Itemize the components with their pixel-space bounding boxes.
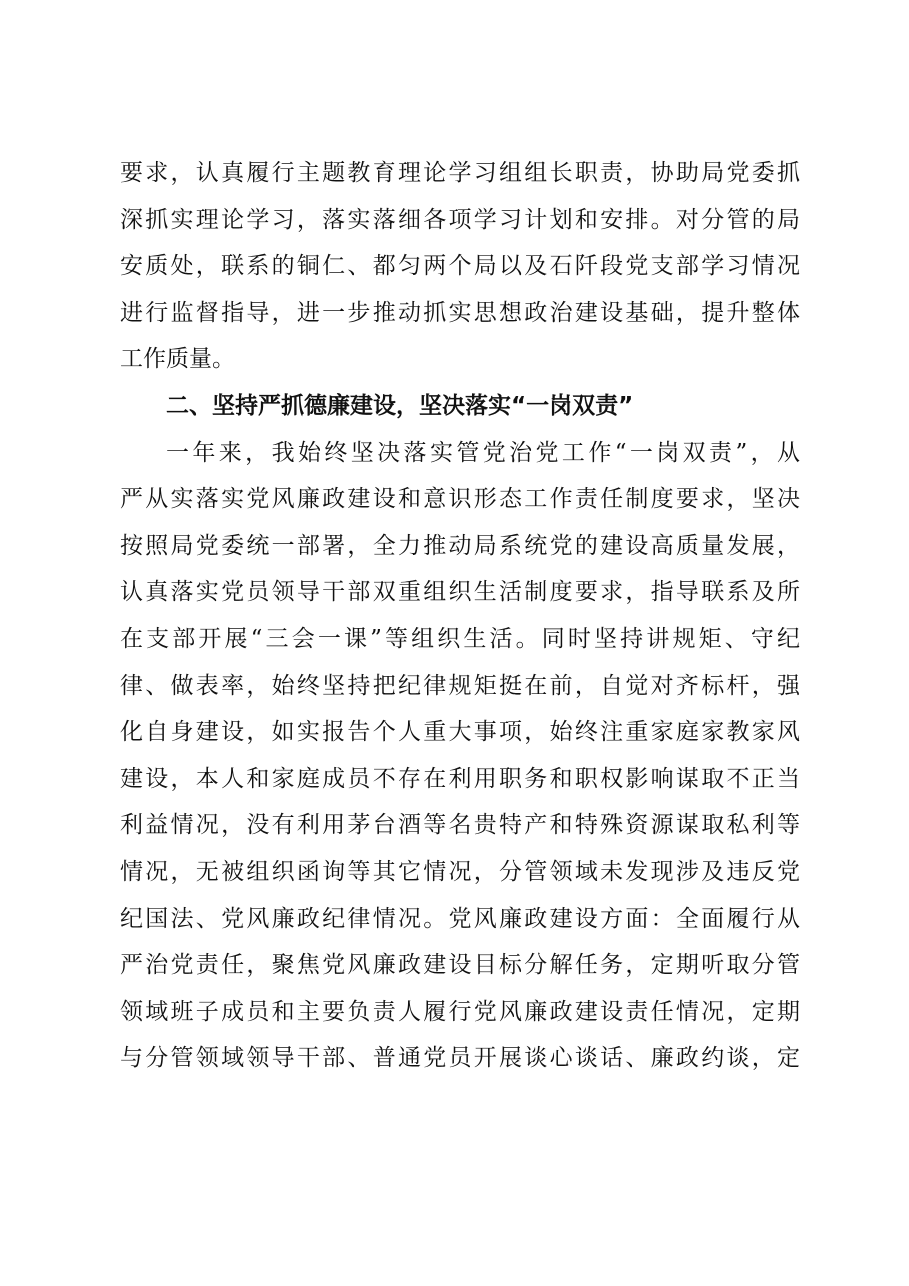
- text-line: 领域班子成员和主要负责人履行党风廉政建设责任情况，定期: [120, 998, 800, 1025]
- text-line: 认真落实党员领导干部双重组织生活制度要求，指导联系及所: [120, 579, 800, 606]
- text-line: 安质处，联系的铜仁、都匀两个局以及石阡段党支部学习情况: [120, 253, 800, 280]
- text-line: 化自身建设，如实报告个人重大事项，始终注重家庭家教家风: [120, 719, 800, 746]
- text-line: 严从实落实党风廉政建设和意识形态工作责任制度要求，坚决: [120, 486, 800, 513]
- text-line: 情况，无被组织函询等其它情况，分管领域未发现涉及违反党: [120, 858, 800, 885]
- text-line: 建设，本人和家庭成员不存在利用职务和职权影响谋取不正当: [120, 765, 800, 792]
- text-line: 利益情况，没有利用茅台酒等名贵特产和特殊资源谋取私利等: [120, 812, 800, 839]
- text-line: 严治党责任，聚焦党风廉政建设目标分解任务，定期听取分管: [120, 952, 800, 979]
- text-line: 一年来，我始终坚决落实管党治党工作“一岗双责”，从: [166, 439, 800, 466]
- paragraph-2: [120, 430, 800, 1082]
- section-heading: 二、坚持严抓德廉建设，坚决落实“一岗双责”: [166, 392, 634, 419]
- document-body: [120, 150, 800, 1082]
- text-line: 进行监督指导，进一步推动抓实思想政治建设基础，提升整体: [120, 299, 800, 326]
- text-line: 要求，认真履行主题教育理论学习组组长职责，协助局党委抓: [120, 160, 800, 186]
- text-line: 纪国法、党风廉政纪律情况。党风廉政建设方面：全面履行从: [120, 905, 800, 932]
- text-line: 工作质量。: [120, 346, 235, 373]
- text-line: 律、做表率，始终坚持把纪律规矩挺在前，自觉对齐标杆，强: [120, 672, 800, 699]
- paragraph-1: [120, 150, 800, 383]
- text-line: 与分管领域领导干部、普通党员开展谈心谈话、廉政约谈，定: [120, 1045, 800, 1072]
- text-line: 在支部开展“三会一课”等组织生活。同时坚持讲规矩、守纪: [120, 625, 800, 652]
- text-line: 深抓实理论学习，落实落细各项学习计划和安排。对分管的局: [120, 206, 800, 233]
- text-line: 按照局党委统一部署，全力推动局系统党的建设高质量发展，: [120, 532, 800, 559]
